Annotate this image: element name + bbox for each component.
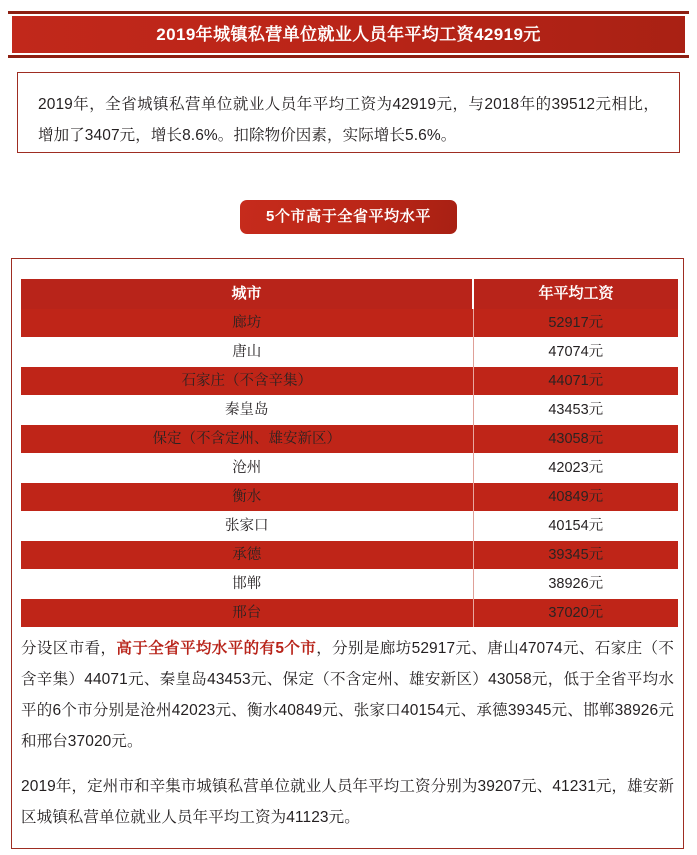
cell-wage: 37020元	[473, 599, 678, 628]
section-badge: 5个市高于全省平均水平	[240, 200, 457, 234]
cell-wage: 52917元	[473, 309, 678, 338]
cell-city: 石家庄（不含辛集）	[21, 367, 473, 396]
cell-wage: 44071元	[473, 367, 678, 396]
table-row	[21, 483, 678, 512]
analysis-paragraph-2: 2019年，定州市和辛集市城镇私营单位就业人员年平均工资分别为39207元、41231元，雄安新区城镇私营单位就业人员年平均工资为41123元。	[21, 778, 674, 826]
cell-wage: 39345元	[473, 541, 678, 570]
table-row	[21, 425, 678, 454]
table-row	[21, 454, 678, 483]
cell-city: 衡水	[21, 483, 473, 512]
analysis-paragraph-1	[21, 633, 674, 757]
banner-rule-bottom	[8, 55, 689, 58]
table-row	[21, 599, 678, 628]
cell-city: 邯郸	[21, 570, 473, 599]
cell-city: 承德	[21, 541, 473, 570]
cell-city: 保定（不含定州、雄安新区）	[21, 425, 473, 454]
cell-city: 秦皇岛	[21, 396, 473, 425]
section-badge-row	[0, 200, 697, 234]
banner-rule-top	[8, 11, 689, 14]
cell-wage: 42023元	[473, 454, 678, 483]
column-header-city: 城市	[21, 279, 473, 309]
cell-city: 廊坊	[21, 309, 473, 338]
table-row	[21, 512, 678, 541]
paragraph-1-rest: ，分别是廊坊52917元、唐山47074元、石家庄（不含辛集）44071元、秦皇岛43453元、保定（不含定州、雄安新区）43058元，低于全省平均水平的6个市分别是沧州42023元、衡水40849元、张家口40154元、承德39345元、邯郸38926元和邢台37020元。	[21, 640, 675, 750]
cell-wage: 40849元	[473, 483, 678, 512]
cell-city: 张家口	[21, 512, 473, 541]
cell-wage: 38926元	[473, 570, 678, 599]
table-row	[21, 541, 678, 570]
table-header	[21, 279, 678, 309]
content-frame	[11, 258, 684, 849]
cell-city: 沧州	[21, 454, 473, 483]
intro-text: 2019年，全省城镇私营单位就业人员年平均工资为42919元，与2018年的39512元相比，增加了3407元，增长8.6%。扣除物价因素，实际增长5.6%。	[38, 96, 659, 144]
cell-city: 邢台	[21, 599, 473, 628]
banner-bar	[12, 16, 685, 53]
cell-wage: 43453元	[473, 396, 678, 425]
wage-table	[21, 279, 678, 627]
page-title: 2019年城镇私营单位就业人员年平均工资42919元	[156, 25, 541, 44]
column-header-wage: 年平均工资	[473, 279, 678, 309]
cell-wage: 40154元	[473, 512, 678, 541]
table-header-row	[21, 279, 678, 309]
paragraph-1-highlight: 高于全省平均水平的有5个市	[116, 640, 317, 657]
intro-box	[17, 72, 680, 153]
title-banner	[8, 11, 689, 58]
table-row	[21, 570, 678, 599]
table-row	[21, 396, 678, 425]
cell-city: 唐山	[21, 338, 473, 367]
cell-wage: 43058元	[473, 425, 678, 454]
table-body	[21, 309, 678, 627]
table-row	[21, 309, 678, 338]
table-row	[21, 338, 678, 367]
table-row	[21, 367, 678, 396]
cell-wage: 47074元	[473, 338, 678, 367]
paragraph-1-lead: 分设区市看，	[21, 640, 117, 657]
